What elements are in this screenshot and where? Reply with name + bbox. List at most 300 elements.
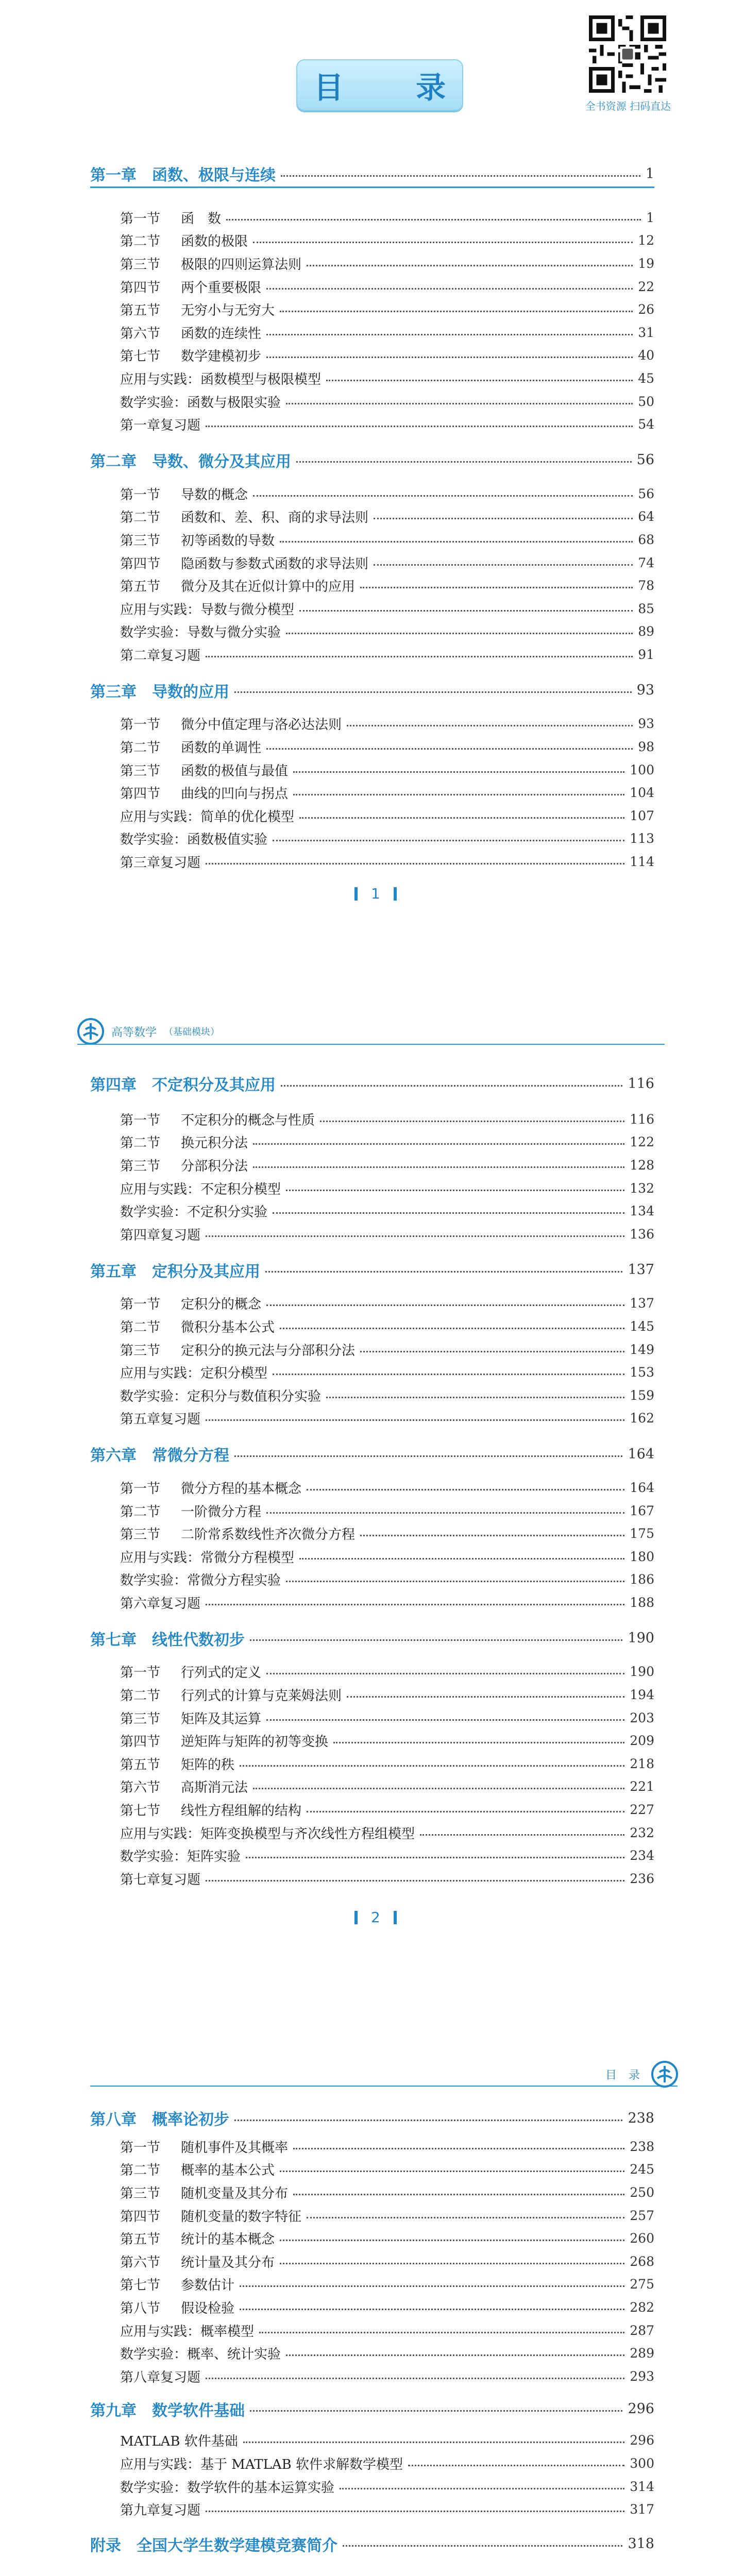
page-number-text: 2 [371, 1909, 380, 1926]
toc-section-row[interactable] [90, 2296, 654, 2319]
section-label: 第六节 [120, 326, 161, 342]
dot-leader [307, 1811, 624, 1812]
toc-section-row[interactable] [90, 1798, 654, 1821]
section-title: 高斯消元法 [181, 1780, 248, 1796]
section-page: 275 [630, 2277, 654, 2292]
dot-leader [234, 691, 632, 693]
section-label: 第五节 [120, 579, 161, 595]
toc-section-row[interactable] [90, 413, 654, 436]
dot-leader [340, 2488, 624, 2489]
dot-leader [280, 311, 633, 312]
dot-leader [280, 1328, 624, 1329]
section-label: 第五节 [120, 303, 161, 319]
toc-section-row[interactable] [90, 1154, 654, 1177]
section-title: 随机事件及其概率 [181, 2140, 289, 2156]
section-page: 56 [638, 486, 654, 501]
dot-leader [250, 2410, 622, 2412]
toc-section-row[interactable] [90, 1821, 654, 1844]
appendix-page: 318 [628, 2536, 654, 2552]
section-label: 第四节 [120, 1734, 161, 1750]
section-label: 第四节 [120, 2209, 161, 2225]
toc-section-row[interactable] [90, 827, 654, 851]
section-page: 238 [630, 2139, 654, 2154]
dot-leader [280, 2263, 624, 2264]
section-title: 一阶微分方程 [181, 1504, 262, 1520]
toc-section-row[interactable] [90, 2158, 654, 2181]
section-title: 函数的极限 [181, 234, 248, 250]
section-label: 应用与实践： [120, 1366, 201, 1382]
dot-leader [293, 771, 624, 773]
section-title: 定积分与数值积分实验 [187, 1388, 322, 1404]
toc-section-row[interactable] [90, 1407, 654, 1430]
section-title: 函数极值实验 [187, 832, 268, 848]
section-label: MATLAB 软件基础 [120, 2434, 238, 2450]
page-number-2 [354, 1909, 397, 1926]
page-number-bar [394, 1911, 397, 1924]
toc-section-row[interactable] [90, 1752, 654, 1775]
toc-section-row[interactable] [90, 1775, 654, 1799]
section-page: 234 [630, 1848, 654, 1863]
qr-caption: 全书资源 扫码直达 [585, 100, 671, 112]
dot-leader [293, 2148, 624, 2149]
section-title: 函数的极值与最值 [181, 763, 289, 779]
chapter-title: 第四章 不定积分及其应用 [90, 1076, 276, 1094]
toc-section-row[interactable] [90, 574, 654, 597]
toc-section-row[interactable] [90, 2181, 654, 2204]
section-title: 参数估计 [181, 2278, 235, 2294]
section-label: 第三节 [120, 1711, 161, 1727]
section-label: 第五节 [120, 1757, 161, 1773]
section-label: 第四节 [120, 556, 161, 572]
section-title: 微积分基本公式 [181, 1319, 275, 1335]
toc-section-row[interactable] [90, 1338, 654, 1361]
dot-leader [273, 1374, 624, 1375]
dot-leader [408, 2465, 624, 2466]
toc-section-row[interactable] [90, 1683, 654, 1706]
section-page: 100 [630, 762, 654, 777]
section-page: 188 [630, 1595, 654, 1610]
toc-section-row[interactable] [90, 758, 654, 782]
toc-chapter-row[interactable] [90, 1255, 654, 1285]
dot-leader [206, 1419, 624, 1421]
dot-leader [266, 1512, 624, 1514]
section-title: 定积分的概念 [181, 1297, 262, 1313]
toc-section-row[interactable] [90, 597, 654, 620]
dot-leader [206, 1880, 624, 1882]
dot-leader [206, 426, 633, 427]
section-title: 函数的连续性 [181, 326, 262, 342]
chapter-title: 第三章 导数的应用 [90, 683, 229, 701]
section-label: 第二节 [120, 1504, 161, 1520]
section-title: 基于 MATLAB 软件求解数学模型 [200, 2456, 403, 2472]
section-page: 78 [638, 578, 654, 594]
section-title: 矩阵变换模型与齐次线性方程组模型 [200, 1826, 415, 1842]
toc-section-row[interactable] [90, 1729, 654, 1752]
dot-leader [299, 1558, 624, 1560]
dot-leader [293, 2194, 624, 2195]
toc-section-row[interactable] [90, 1499, 654, 1522]
section-title: 导数的概念 [181, 487, 248, 503]
dot-leader [286, 403, 633, 404]
section-label: 第八节 [120, 2300, 161, 2316]
section-label: 数学实验： [120, 1573, 188, 1589]
dot-leader [280, 2240, 624, 2241]
toc-section-row[interactable] [90, 643, 654, 666]
section-page: 122 [630, 1134, 654, 1150]
running-header-right [605, 2061, 678, 2088]
header-rule-right [90, 2086, 678, 2087]
toc-section-row[interactable] [90, 1199, 654, 1223]
section-label: 第二节 [120, 1688, 161, 1704]
section-page: 250 [630, 2184, 654, 2200]
section-title: 微分方程的基本概念 [181, 1481, 302, 1497]
toc-section-row[interactable] [90, 229, 654, 252]
dot-leader [299, 610, 633, 612]
section-page: 232 [630, 1825, 654, 1840]
section-label: 数学实验： [120, 625, 188, 641]
section-label: 第三节 [120, 257, 161, 273]
dot-leader [234, 1455, 622, 1457]
section-label: 第二节 [120, 1319, 161, 1335]
section-label: 第三节 [120, 1158, 161, 1174]
section-label: 第一节 [120, 1112, 161, 1128]
dot-leader [253, 1143, 624, 1145]
chapter-page: 164 [628, 1446, 654, 1462]
section-label: 第一节 [120, 1665, 161, 1681]
toc-section-row[interactable] [90, 367, 654, 390]
section-label: 数学实验： [120, 1849, 188, 1865]
toc-chapter-row[interactable] [90, 2103, 654, 2133]
section-label: 第八章复习题 [120, 2369, 201, 2385]
section-title: 函数与极限实验 [187, 395, 281, 411]
dot-leader [246, 1857, 624, 1858]
dot-leader [281, 175, 640, 177]
toc-section-row[interactable] [90, 2204, 654, 2227]
dot-leader [296, 461, 632, 463]
dot-leader [240, 2285, 624, 2287]
dot-leader [307, 1489, 624, 1490]
section-page: 317 [630, 2502, 654, 2517]
section-title: 逆矩阵与矩阵的初等变换 [181, 1734, 329, 1750]
section-page: 194 [630, 1687, 654, 1703]
chapter-page: 238 [628, 2110, 654, 2126]
section-page: 218 [630, 1756, 654, 1771]
dot-leader [206, 2378, 624, 2379]
section-page: 40 [638, 348, 654, 363]
toc-section-row[interactable] [90, 275, 654, 298]
dot-leader [286, 633, 633, 634]
section-title: 定积分的换元法与分部积分法 [181, 1343, 356, 1359]
section-label: 第一章复习题 [120, 418, 201, 434]
section-page: 287 [630, 2323, 654, 2338]
page-number-1 [354, 885, 397, 902]
dot-leader [259, 2332, 624, 2333]
dot-leader [347, 1696, 624, 1698]
dot-leader [333, 1742, 624, 1743]
book-logo-icon [651, 2061, 678, 2088]
section-label: 第一节 [120, 1481, 161, 1497]
dot-leader [206, 2511, 624, 2512]
toc-section-row[interactable] [90, 206, 654, 229]
header-rule-left [77, 1044, 665, 1045]
section-title: 曲线的凹向与拐点 [181, 786, 289, 802]
section-page: 186 [630, 1572, 654, 1587]
dot-leader [266, 334, 633, 335]
toc-section-row[interactable] [90, 1522, 654, 1545]
toc-section-row[interactable] [90, 2135, 654, 2158]
section-label: 第七节 [120, 1803, 161, 1819]
section-label: 第三节 [120, 763, 161, 779]
toc-section-row[interactable] [90, 781, 654, 804]
section-page: 114 [630, 854, 654, 870]
dot-leader [273, 1212, 624, 1214]
section-page: 236 [630, 1871, 654, 1886]
toc-page-2 [90, 1069, 654, 1890]
toc-section-row[interactable] [90, 735, 654, 758]
chapter-page: 137 [628, 1262, 654, 1278]
section-title: 简单的优化模型 [200, 809, 295, 825]
toc-section-row[interactable] [90, 252, 654, 275]
section-title: 线性方程组解的结构 [181, 1803, 302, 1819]
dot-leader [360, 587, 633, 588]
dot-leader [266, 357, 633, 358]
toc-section-row[interactable] [90, 1660, 654, 1684]
section-page: 45 [638, 370, 654, 386]
dot-leader [360, 1351, 624, 1352]
dot-leader [343, 2545, 622, 2547]
dot-leader [234, 2120, 622, 2121]
toc-title: 目 录 [313, 70, 477, 105]
page-number-bar [394, 887, 397, 901]
toc-section-row[interactable] [90, 2273, 654, 2296]
toc-section-row[interactable] [90, 1177, 654, 1200]
section-label: 第一节 [120, 211, 161, 227]
toc-chapter-row[interactable] [90, 1439, 654, 1469]
section-page: 149 [630, 1342, 654, 1357]
toc-section-row[interactable] [90, 850, 654, 873]
dot-leader [240, 1765, 624, 1767]
section-label: 第二节 [120, 234, 161, 250]
section-label: 数学实验： [120, 1205, 188, 1221]
toc-section-row[interactable] [90, 1545, 654, 1568]
qr-code-icon [589, 15, 666, 93]
section-label: 第一节 [120, 1297, 161, 1313]
toc-section-row[interactable] [90, 1844, 654, 1867]
section-title: 微分及其在近似计算中的应用 [181, 579, 356, 595]
section-title: 概率的基本公式 [181, 2163, 275, 2179]
section-title: 隐函数与参数式函数的求导法则 [181, 556, 369, 572]
toc-page-1 [90, 159, 654, 873]
section-page: 162 [630, 1411, 654, 1426]
toc-section-row[interactable] [90, 2342, 654, 2365]
section-label: 第五章复习题 [120, 1412, 201, 1428]
toc-section-row[interactable] [90, 1223, 654, 1246]
section-page: 50 [638, 394, 654, 409]
header-title: 目 录 [605, 2069, 644, 2082]
section-label: 第七节 [120, 349, 161, 365]
section-label: 第二节 [120, 740, 161, 756]
section-title: 分部积分法 [181, 1158, 248, 1174]
appendix-title: 附录 全国大学生数学建模竞赛简介 [90, 2536, 337, 2555]
chapter-page: 116 [628, 1075, 654, 1092]
toc-appendix-row[interactable] [90, 2529, 654, 2559]
section-title: 常微分方程模型 [200, 1550, 295, 1566]
toc-title-box [296, 59, 477, 111]
section-label: 数学实验： [120, 1388, 188, 1404]
toc-section-row[interactable] [90, 1568, 654, 1591]
section-label: 应用与实践： [120, 2324, 201, 2340]
toc-section-row[interactable] [90, 1361, 654, 1384]
section-page: 132 [630, 1180, 654, 1196]
dot-leader [374, 518, 633, 519]
toc-section-row[interactable] [90, 390, 654, 413]
section-page: 145 [630, 1318, 654, 1334]
dot-leader [265, 1271, 622, 1273]
section-page: 153 [630, 1365, 654, 1380]
section-title: 定积分模型 [200, 1366, 268, 1382]
section-label: 第一节 [120, 717, 161, 733]
section-label: 数学实验： [120, 2480, 188, 2496]
toc-section-row[interactable] [90, 2250, 654, 2273]
toc-section-row[interactable] [90, 298, 654, 321]
section-page: 68 [638, 532, 654, 547]
chapter-page: 296 [628, 2401, 654, 2417]
dot-leader [286, 1190, 624, 1191]
section-page: 190 [630, 1664, 654, 1680]
section-label: 第三节 [120, 2185, 161, 2201]
dot-leader [374, 564, 633, 566]
section-page: 260 [630, 2231, 654, 2246]
section-title: 函数的单调性 [181, 740, 262, 756]
dot-leader [266, 1719, 624, 1721]
header-title: 高等数学 [111, 1026, 157, 1039]
toc-section-row[interactable] [90, 2498, 654, 2521]
section-page: 116 [630, 1111, 654, 1127]
toc-section-row[interactable] [90, 1706, 654, 1730]
dot-leader [243, 2442, 625, 2443]
section-label: 第四节 [120, 280, 161, 296]
toc-section-row[interactable] [90, 2429, 654, 2452]
toc-section-row[interactable] [90, 482, 654, 505]
section-title: 不定积分模型 [200, 1181, 281, 1197]
section-title: 无穷小与无穷大 [181, 303, 275, 319]
toc-section-row[interactable] [90, 804, 654, 827]
toc-section-row[interactable] [90, 1476, 654, 1499]
toc-section-row[interactable] [90, 2227, 654, 2250]
toc-section-row[interactable] [90, 2319, 654, 2342]
section-page: 289 [630, 2346, 654, 2361]
section-page: 12 [638, 233, 654, 248]
dot-leader [320, 1121, 624, 1122]
dot-leader [307, 2217, 624, 2218]
toc-section-row[interactable] [90, 344, 654, 367]
section-title: 矩阵实验 [187, 1849, 241, 1865]
toc-section-row[interactable] [90, 1591, 654, 1614]
dot-leader [360, 1535, 624, 1536]
toc-section-row[interactable] [90, 620, 654, 643]
dot-leader [266, 748, 633, 750]
toc-section-row[interactable] [90, 1384, 654, 1407]
section-title: 函数模型与极限模型 [200, 371, 322, 387]
section-label: 数学实验： [120, 2347, 188, 2363]
toc-section-row[interactable] [90, 321, 654, 344]
section-page: 282 [630, 2299, 654, 2315]
toc-references-row[interactable] [90, 2571, 654, 2576]
header-subtitle: （基础模块） [164, 1027, 220, 1038]
section-label: 第四节 [120, 786, 161, 802]
dot-leader [299, 817, 624, 819]
dot-leader [273, 840, 624, 841]
section-page: 180 [630, 1549, 654, 1564]
section-title: 统计的基本概念 [181, 2232, 275, 2248]
section-label: 第六节 [120, 1780, 161, 1796]
toc-section-row[interactable] [90, 505, 654, 529]
toc-chapter-row[interactable] [90, 1069, 654, 1098]
toc-section-row[interactable] [90, 713, 654, 736]
section-label: 第一节 [120, 487, 161, 503]
section-label: 应用与实践： [120, 1826, 201, 1842]
section-label: 第二节 [120, 1136, 161, 1151]
section-label: 第六节 [120, 2255, 161, 2270]
toc-section-row[interactable] [90, 2365, 654, 2388]
section-page: 227 [630, 1802, 654, 1818]
section-title: 极限的四则运算法则 [181, 257, 302, 273]
section-page: 134 [630, 1204, 654, 1219]
toc-chapter-row[interactable] [90, 2394, 654, 2424]
section-page: 26 [638, 302, 654, 317]
toc-chapter-row[interactable] [90, 675, 654, 705]
toc-section-row[interactable] [90, 1315, 654, 1338]
dot-leader [206, 1235, 624, 1237]
chapter-title: 第七章 线性代数初步 [90, 1631, 245, 1649]
section-title: 换元积分法 [181, 1136, 248, 1151]
section-page: 1 [646, 210, 654, 225]
toc-section-row[interactable] [90, 551, 654, 574]
toc-section-row[interactable] [90, 528, 654, 551]
chapter-page: 1 [645, 165, 654, 182]
toc-chapter-row[interactable] [90, 159, 654, 189]
toc-chapter-row[interactable] [90, 1623, 654, 1653]
toc-section-row[interactable] [90, 1867, 654, 1890]
section-label: 第二节 [120, 510, 161, 526]
toc-section-row[interactable] [90, 1108, 654, 1131]
section-title: 随机变量及其分布 [181, 2185, 289, 2201]
section-page: 74 [638, 555, 654, 570]
toc-section-row[interactable] [90, 2452, 654, 2475]
section-label: 第七节 [120, 2278, 161, 2294]
section-title: 数学建模初步 [181, 349, 262, 365]
section-page: 22 [638, 279, 654, 294]
section-label: 第九章复习题 [120, 2503, 201, 2519]
chapter-title: 第九章 数学软件基础 [90, 2401, 245, 2420]
toc-section-row[interactable] [90, 1292, 654, 1315]
dot-leader [266, 1304, 624, 1306]
dot-leader [281, 1085, 622, 1087]
section-page: 245 [630, 2162, 654, 2177]
dot-leader [240, 2309, 624, 2310]
toc-chapter-row[interactable] [90, 445, 654, 475]
section-title: 行列式的定义 [181, 1665, 262, 1681]
toc-section-row[interactable] [90, 2475, 654, 2498]
section-label: 第三节 [120, 1343, 161, 1359]
running-header-left [77, 1018, 219, 1045]
page-number-text: 1 [371, 885, 380, 902]
section-label: 第七章复习题 [120, 1872, 201, 1888]
section-page: 159 [630, 1387, 654, 1403]
section-label: 应用与实践： [120, 602, 201, 618]
toc-section-row[interactable] [90, 1131, 654, 1154]
section-label: 第一节 [120, 2140, 161, 2156]
